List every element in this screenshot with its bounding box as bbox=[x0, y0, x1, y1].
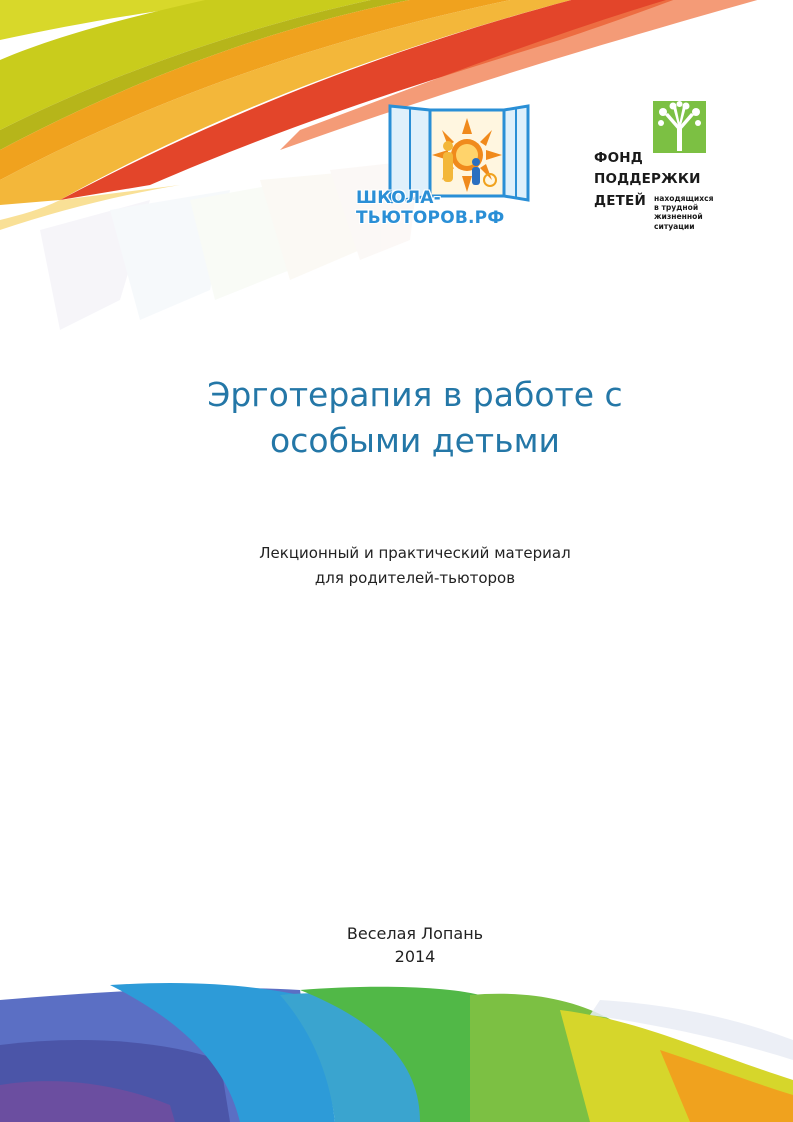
document-subtitle bbox=[160, 541, 670, 591]
school-tutors-logo bbox=[356, 100, 562, 228]
publication-year: 2014 bbox=[394, 947, 436, 966]
document-title bbox=[100, 372, 730, 464]
fund-tagline bbox=[654, 194, 726, 231]
fund-logo bbox=[588, 99, 726, 235]
title-line1: Эрготерапия в работе с bbox=[207, 375, 623, 415]
publication-place: Веселая Лопань bbox=[346, 924, 484, 943]
title-line2: особыми детьми bbox=[270, 421, 560, 461]
subtitle-line1: Лекционный и практический материал bbox=[259, 544, 571, 562]
fund-tagline-line1: находящихся bbox=[654, 194, 714, 203]
fund-name-line2: ПОДДЕРЖКИ bbox=[594, 171, 701, 187]
fund-tagline-line2: в трудной bbox=[654, 203, 699, 213]
bottom-swirl bbox=[0, 983, 793, 1122]
fund-tagline-line3: жизненной bbox=[654, 212, 703, 222]
fund-name-line1: ФОНД bbox=[594, 150, 643, 166]
publication-info bbox=[250, 922, 580, 968]
fund-tagline-line4: ситуации bbox=[654, 221, 695, 231]
subtitle-line2: для родителей-тьюторов bbox=[314, 569, 516, 587]
school-logo-text: ШКОЛА-ТЬЮТОРОВ.РФ bbox=[356, 188, 505, 228]
fund-name-line3: ДЕТЕЙ bbox=[594, 193, 646, 209]
tree-hand-icon bbox=[653, 101, 706, 163]
